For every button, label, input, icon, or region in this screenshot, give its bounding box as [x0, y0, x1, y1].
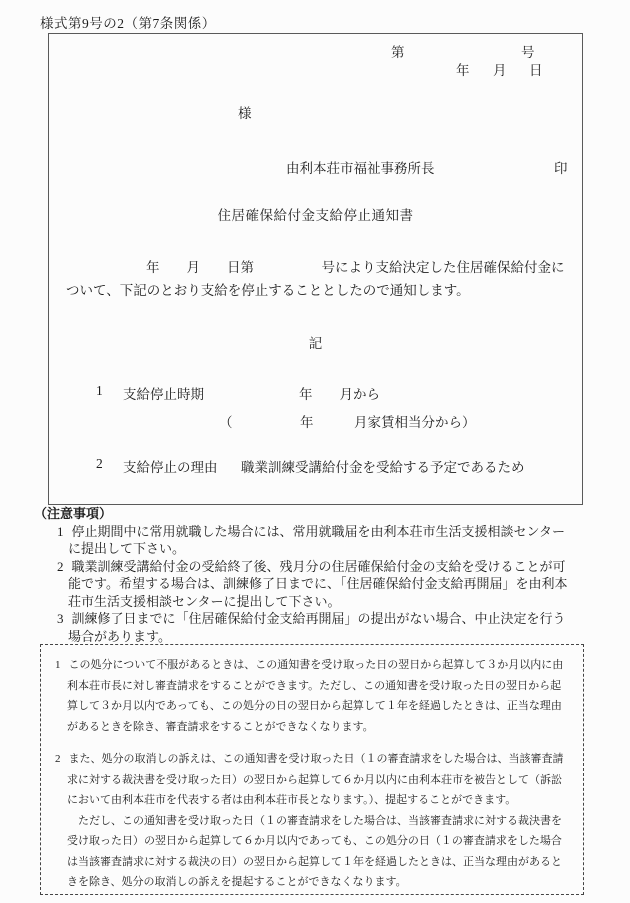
- appeal-item-1: [55, 655, 567, 737]
- notice-box: [48, 33, 583, 505]
- note-item-3-no: 3: [57, 611, 64, 626]
- stop-period-value: 年 月から: [299, 387, 380, 402]
- notice-title: 住居確保給付金支給停止通知書: [217, 208, 414, 223]
- appeal-item-2-text: また、処分の取消しの訴えは、この通知書を受け取った日（１の審査請求をした場合は、当該審査請求に対する裁決書を受け取った日）の翌日から起算して６か月以内に由利本荘市を被告として（訴訟において由利本荘市を代表する者は由利本荘市長となります。）、提起することができます。: [67, 753, 564, 806]
- note-item-3: [34, 610, 574, 645]
- note-item-2-no: 2: [57, 558, 64, 574]
- stop-reason-label: 支給停止の理由: [123, 460, 218, 475]
- note-item-1-text: 停止期間中に常用就職した場合には、常用就職届を由利本荘市生活支援相談センターに提出して下さい。: [68, 523, 565, 556]
- doc-number-prefix: 第: [391, 45, 405, 60]
- note-item-1-no: 1: [57, 523, 64, 539]
- appeal-item-2: [55, 749, 567, 811]
- date-day-label: 日: [529, 63, 543, 78]
- appeal-item-2-text-continued: ただし、この通知書を受け取った日（１の審査請求をした場合は、当該審査請求に対する裁決書を受け取った日）の翌日から起算して６か月以内であっても、この処分の日（１の審査請求をした場合は当該審査請求に対する裁決の日）の翌日から起算して１年を経過したときは、正当な理由があるときを除き、処分の取消しの訴えを提起することができなくなります。: [67, 814, 562, 888]
- notes-section: [34, 505, 574, 645]
- seal-placeholder: 印: [554, 161, 568, 176]
- note-item-2-text: 職業訓練受講給付金の受給終了後、残月分の住居確保給付金の支給を受けることが可能です。希望する場合は、訓練修了日までに、「住居確保給付金支給再開届」を由利本荘市生活支援相談センターに提出して下さい。: [68, 558, 568, 609]
- doc-number-suffix: 号: [521, 45, 535, 60]
- notes-heading: （注意事項）: [34, 506, 113, 521]
- note-item-1: [34, 523, 574, 558]
- note-item-2: [34, 558, 574, 611]
- appeal-item-1-text: この処分について不服があるときは、この通知書を受け取った日の翌日から起算して３か月以内に由利本荘市長に対し審査請求をすることができます。ただし、この通知書を受け取った日の翌日から起算して３か月以内であっても、この処分の日の翌日から起算して１年を経過したときは、正当な理由があるときを除き、審査請求をすることができなくなります。: [67, 659, 564, 733]
- record-label: 記: [308, 336, 323, 351]
- issuer-name: 由利本荘市福祉事務所長: [286, 161, 435, 176]
- appeal-item-1-no: 1: [55, 659, 61, 671]
- stop-period-rent-note: （ 年 月家賃相当分から）: [219, 415, 476, 430]
- note-item-3-text: 訓練修了日までに「住居確保給付金支給再開届」の提出がない場合、中止決定を行う場合があります。: [68, 611, 566, 644]
- appeal-item-2-no: 2: [55, 753, 61, 765]
- stop-period-label: 支給停止時期: [123, 387, 204, 402]
- appeal-instructions-box: [40, 644, 584, 895]
- stop-reason-value: 職業訓練受講給付金を受給する予定であるため: [241, 460, 525, 475]
- notice-body-line1: 年 月 日第 号により支給決定した住居確保給付金に: [146, 260, 565, 275]
- stop-period-no: 1: [96, 383, 103, 398]
- addressee-honorific: 様: [238, 106, 252, 121]
- date-year-label: 年: [456, 63, 470, 78]
- notice-body-line2: ついて、下記のとおり支給を停止することとしたので通知します。: [66, 283, 470, 298]
- form-number-label: 様式第9号の2（第7条関係）: [40, 16, 216, 31]
- stop-reason-no: 2: [96, 456, 103, 471]
- date-month-label: 月: [493, 63, 507, 78]
